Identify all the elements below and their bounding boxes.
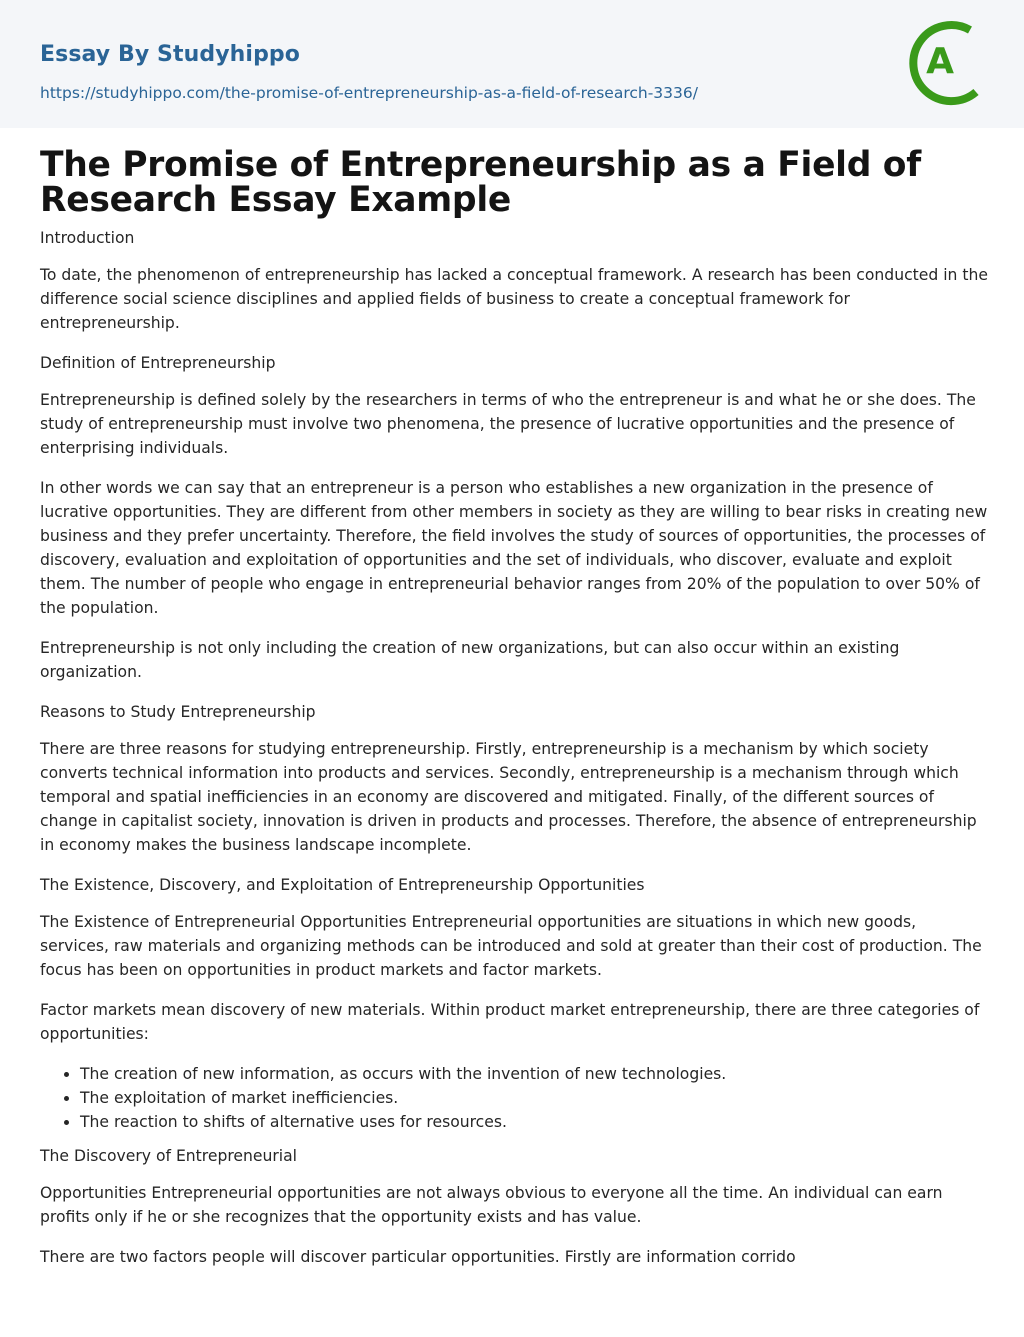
section-heading-existence: The Existence, Discovery, and Exploitation of Entrepreneurship Opportunities: [40, 876, 645, 894]
studyhippo-logo-icon[interactable]: [904, 16, 994, 106]
section-heading-reasons: Reasons to Study Entrepreneurship: [40, 703, 316, 721]
page-title: The Promise of Entrepreneurship as a Field of Research Essay Example: [40, 145, 921, 220]
paragraph: Opportunities Entrepreneurial opportunities are not always obvious to everyone all the time. An individual can earn profits only if he or she recognizes that the opportunity exists and has value.: [40, 1184, 943, 1226]
paragraph: There are three reasons for studying entrepreneurship. Firstly, entrepreneurship is a mechanism by which society converts technical information into products and services. Secondly, entrepreneurship is a mechanism through which temporal and spatial inefficiencies in an economy are discovered and mitigated. Finally, of the different sources of change in capitalist society, innovation is driven in products and processes. Therefore, the absence of entrepreneurship in economy makes the business landscape incomplete.: [40, 740, 977, 854]
list-item: • The reaction to shifts of alternative uses for resources.: [80, 1110, 988, 1134]
section-heading-introduction: Introduction: [40, 229, 135, 247]
paragraph: There are two factors people will discover particular opportunities. Firstly are information corrido: [40, 1248, 796, 1266]
page-url-link[interactable]: https://studyhippo.com/the-promise-of-entrepreneurship-as-a-field-of-research-3336/: [40, 84, 698, 102]
logo-letter: A: [926, 41, 954, 82]
paragraph: The Existence of Entrepreneurial Opportunities Entrepreneurial opportunities are situations in which new goods, services, raw materials and organizing methods can be introduced and sold at greater than their cost of production. The focus has been on opportunities in product markets and factor markets.: [40, 913, 982, 979]
list-item: • The exploitation of market inefficiencies.: [80, 1086, 988, 1110]
paragraph: To date, the phenomenon of entrepreneurship has lacked a conceptual framework. A research has been conducted in the difference social science disciplines and applied fields of business to create a conceptual framework for entrepreneurship.: [40, 266, 988, 332]
article-body: [40, 145, 988, 1285]
section-heading-definition: Definition of Entrepreneurship: [40, 354, 276, 372]
paragraph: Entrepreneurship is defined solely by the researchers in terms of who the entrepreneur is and what he or she does. The study of entrepreneurship must involve two phenomena, the presence of lucrative opportunities and the presence of enterprising individuals.: [40, 391, 976, 457]
site-brand[interactable]: Essay By Studyhippo: [40, 42, 300, 67]
paragraph: In other words we can say that an entrepreneur is a person who establishes a new organization in the presence of lucrative opportunities. They are different from other members in society as they are willing to bear risks in creating new business and they prefer uncertainty. Therefore, the field involves the study of sources of opportunities, the processes of discovery, evaluation and exploitation of opportunities and the set of individuals, who discover, evaluate and exploit them. The number of people who engage in entrepreneurial behavior ranges from 20% of the population to over 50% of the population.: [40, 479, 988, 617]
section-heading-discovery: The Discovery of Entrepreneurial: [40, 1147, 298, 1165]
opportunity-categories-list: [40, 1062, 988, 1134]
site-header: [0, 0, 1024, 128]
list-item: • The creation of new information, as occurs with the invention of new technologies.: [80, 1062, 988, 1086]
paragraph: Entrepreneurship is not only including the creation of new organizations, but can also occur within an existing organization.: [40, 639, 900, 681]
paragraph: Factor markets mean discovery of new materials. Within product market entrepreneurship, there are three categories of opportunities:: [40, 1001, 980, 1043]
